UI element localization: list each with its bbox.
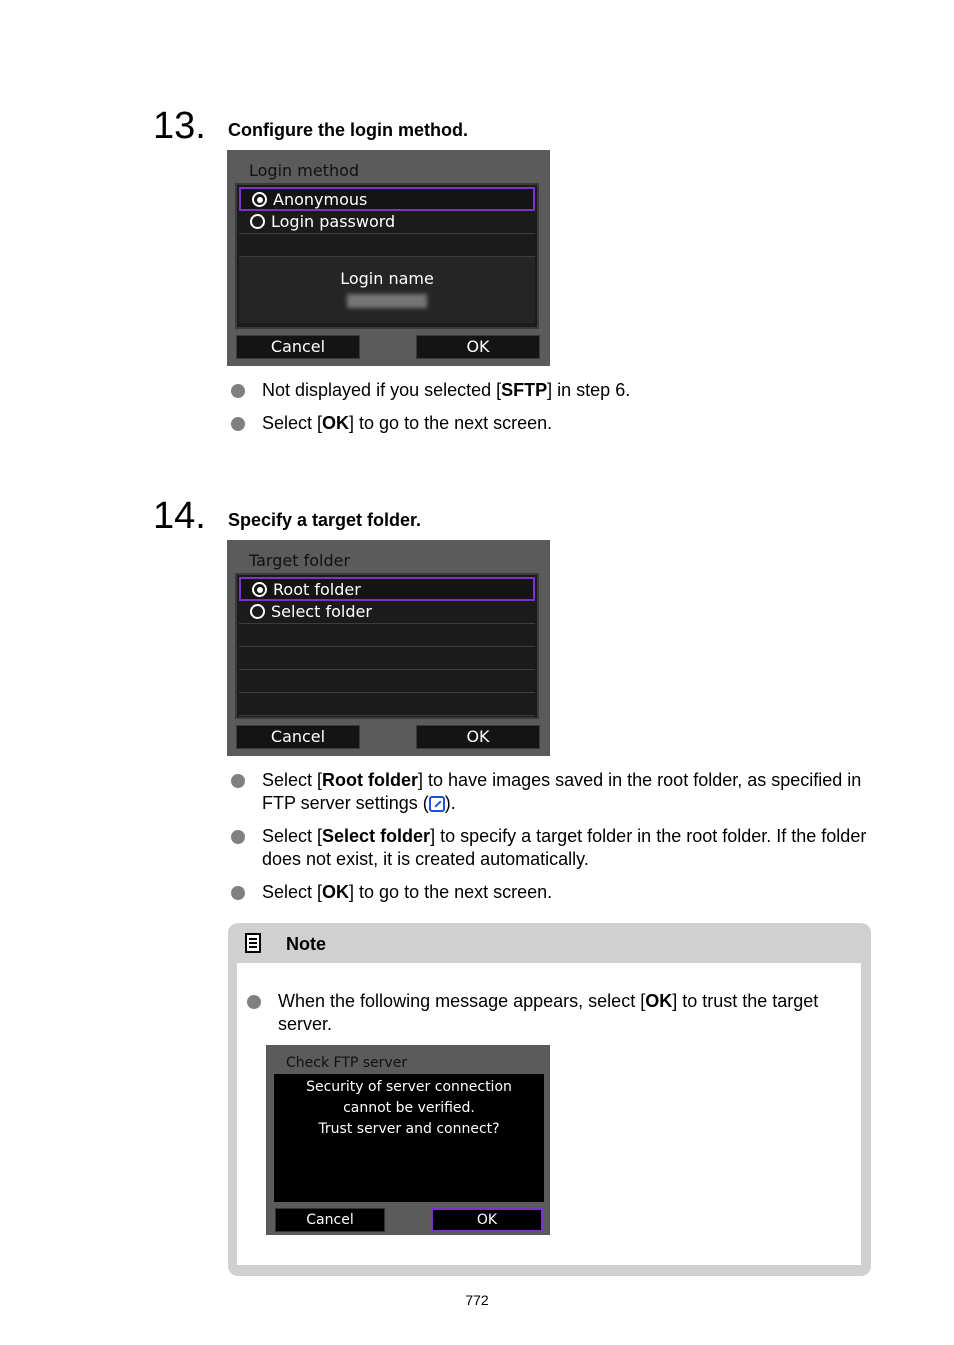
bullet-dot [231,830,245,844]
note-heading: Note [286,934,326,954]
bullet-item [228,412,868,435]
bullet-item [244,990,844,1036]
step-13-number: 13. [153,105,206,147]
target-folder-screen [227,540,550,756]
option-anonymous[interactable] [239,187,535,211]
bold-text: OK [322,413,350,433]
text: ] to specify a target folder in the root folder. If the folder does not exist, it is created automatically. [262,826,867,869]
bold-text: SFTP [501,380,548,400]
option-label: Login password [271,212,396,231]
radio-empty-icon [250,214,265,229]
text: Select [ [262,413,323,433]
ok-button[interactable]: OK [416,725,540,749]
options-panel [235,183,539,329]
empty-row [239,234,535,257]
text: Select [ [262,826,323,846]
options-panel [235,573,539,719]
option-login-password[interactable] [239,211,535,234]
login-name-label: Login name [340,269,434,288]
step-14-number: 14. [153,495,206,537]
text: Select [ [262,770,323,790]
bold-text: OK [322,882,350,902]
message-line: cannot be verified. [343,1100,475,1116]
message-panel [274,1074,544,1202]
radio-selected-icon [252,582,267,597]
step-14-bullets [228,769,868,914]
empty-row [239,624,535,647]
screen-title: Check FTP server [286,1055,408,1071]
text: ] to trust the target server. [278,991,819,1034]
bullet-dot [247,995,261,1009]
ok-button[interactable]: OK [431,1208,543,1232]
empty-row [239,670,535,693]
text: ] to go to the next screen. [349,882,553,902]
bold-text: OK [645,991,673,1011]
bullet-item [228,825,868,871]
step-13-title: Configure the login method. [228,120,468,140]
bold-text: Root folder [322,770,419,790]
radio-selected-icon [252,192,267,207]
bold-text: Select folder [322,826,431,846]
empty-row [239,647,535,670]
radio-empty-icon [250,604,265,619]
bullet-item [228,379,868,402]
page-number: 772 [465,1292,489,1308]
option-label: Select folder [271,602,372,621]
option-label: Root folder [273,580,361,599]
login-name-value-blurred [347,294,427,308]
step-13-bullets [228,379,868,445]
login-method-screen [227,150,550,366]
bullet-dot [231,384,245,398]
option-label: Anonymous [273,190,368,209]
note-bullets [244,990,844,1046]
message-line: Security of server connection [306,1079,512,1095]
bullet-item [228,881,868,904]
text: Select [ [262,882,323,902]
bullet-item [228,769,868,815]
note-icon [245,933,261,953]
link-icon[interactable] [429,796,445,812]
cancel-button[interactable]: Cancel [275,1208,385,1232]
cancel-button[interactable]: Cancel [236,335,360,359]
bullet-dot [231,774,245,788]
screen-title: Target folder [249,551,351,570]
login-name-area [239,257,535,323]
ok-button[interactable]: OK [416,335,540,359]
text: ] in step 6. [547,380,631,400]
bullet-dot [231,417,245,431]
empty-row [239,693,535,716]
cancel-button[interactable]: Cancel [236,725,360,749]
text: ). [444,793,456,813]
step-14-title: Specify a target folder. [228,510,422,530]
bullet-dot [231,886,245,900]
text: ] to have images saved in the root folder, as specified in FTP server settings ( [262,770,862,813]
option-root-folder[interactable] [239,577,535,601]
option-select-folder[interactable] [239,601,535,624]
text: When the following message appears, select [ [278,991,646,1011]
text: Not displayed if you selected [ [262,380,502,400]
text: ] to go to the next screen. [349,413,553,433]
screen-title: Login method [249,161,360,180]
message-line: Trust server and connect? [318,1121,500,1137]
check-ftp-server-screen [266,1045,550,1235]
